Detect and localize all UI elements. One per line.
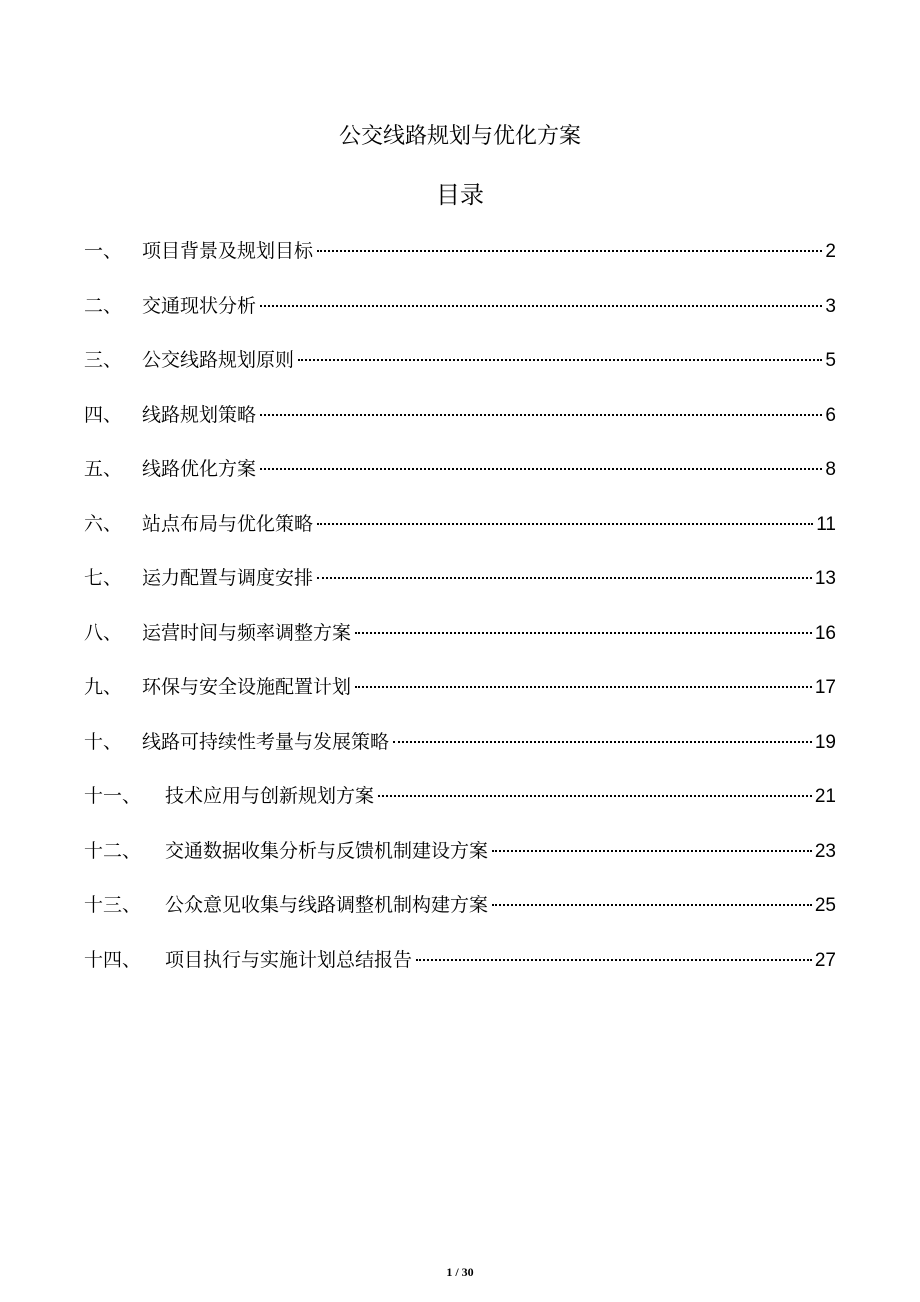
toc-dot-leader: [317, 577, 812, 579]
toc-entry-label: 公众意见收集与线路调整机制构建方案: [165, 894, 489, 916]
toc-entry-label: 项目执行与实施计划总结报告: [165, 948, 413, 971]
toc-entry-number: 二、: [84, 294, 123, 317]
toc-entry-number: 四、: [84, 403, 123, 426]
toc-entry-label: 环保与安全设施配置计划: [142, 676, 352, 698]
toc-entry-page: 25: [814, 895, 836, 916]
toc-heading: 目录: [436, 181, 484, 209]
toc-entry[interactable]: [84, 235, 836, 290]
toc-entry-number: 六、: [84, 512, 123, 535]
toc-entry-page: 5: [825, 350, 836, 371]
toc-entry-label: 交通数据收集分析与反馈机制建设方案: [165, 839, 489, 862]
toc-entry-page: 21: [814, 786, 836, 807]
toc-entry-number: 九、: [84, 676, 123, 698]
toc-dot-leader: [492, 904, 812, 906]
toc-entry-page: 6: [825, 404, 836, 426]
toc-entry-page: 16: [814, 622, 836, 644]
toc-dot-leader: [317, 523, 813, 525]
toc-entry-label: 运营时间与频率调整方案: [142, 621, 352, 644]
toc-dot-leader: [393, 741, 812, 743]
toc-entry-number: 八、: [84, 621, 123, 644]
toc-entry-page: 23: [814, 840, 836, 862]
toc-entry-label: 线路优化方案: [142, 458, 257, 480]
toc-dot-leader: [378, 795, 812, 797]
toc-dot-leader: [355, 632, 812, 634]
toc-entry-label: 公交线路规划原则: [142, 349, 295, 371]
page-number-indicator: 1 / 30: [446, 1265, 474, 1279]
toc-entry[interactable]: [84, 344, 836, 399]
toc-entry[interactable]: [84, 780, 836, 835]
toc-entry-page: 27: [814, 949, 836, 971]
toc-entry-page: 17: [814, 677, 836, 698]
toc-dot-leader: [260, 305, 822, 307]
toc-entry-page: 13: [814, 568, 836, 589]
toc-entry-label: 技术应用与创新规划方案: [165, 785, 375, 807]
toc-entry-page: 3: [825, 295, 836, 317]
toc-dot-leader: [492, 850, 812, 852]
toc-dot-leader: [298, 359, 822, 361]
table-of-contents: [84, 235, 836, 998]
toc-entry-label: 站点布局与优化策略: [142, 512, 314, 535]
toc-entry-page: 8: [825, 459, 836, 480]
toc-entry-label: 交通现状分析: [142, 294, 257, 317]
toc-dot-leader: [260, 414, 822, 416]
toc-entry[interactable]: [84, 671, 836, 726]
toc-entry-page: 11: [816, 513, 836, 535]
toc-entry[interactable]: [84, 508, 836, 563]
toc-dot-leader: [416, 959, 812, 961]
toc-entry-page: 2: [825, 241, 836, 262]
toc-entry-label: 线路可持续性考量与发展策略: [142, 730, 390, 753]
toc-entry-number: 十、: [84, 730, 123, 753]
toc-entry-number: 十四、: [84, 948, 142, 971]
toc-dot-leader: [260, 468, 822, 470]
toc-entry[interactable]: [84, 453, 836, 508]
toc-entry[interactable]: [84, 562, 836, 617]
toc-entry-page: 19: [814, 731, 836, 753]
toc-entry-number: 一、: [84, 240, 123, 262]
toc-entry[interactable]: [84, 617, 836, 672]
toc-entry-number: 十三、: [84, 894, 142, 916]
toc-entry-label: 项目背景及规划目标: [142, 240, 314, 262]
toc-entry-number: 十一、: [84, 785, 142, 807]
toc-entry-number: 十二、: [84, 839, 142, 862]
toc-entry-label: 线路规划策略: [142, 403, 257, 426]
toc-entry[interactable]: [84, 835, 836, 890]
toc-dot-leader: [355, 686, 812, 688]
toc-entry-number: 七、: [84, 567, 123, 589]
toc-entry[interactable]: [84, 399, 836, 454]
toc-entry[interactable]: [84, 944, 836, 999]
toc-entry[interactable]: [84, 889, 836, 944]
toc-entry[interactable]: [84, 726, 836, 781]
toc-dot-leader: [317, 250, 822, 252]
document-title: 公交线路规划与优化方案: [338, 124, 581, 149]
toc-entry-number: 五、: [84, 458, 123, 480]
toc-entry-number: 三、: [84, 349, 123, 371]
toc-entry[interactable]: [84, 290, 836, 345]
toc-entry-label: 运力配置与调度安排: [142, 567, 314, 589]
